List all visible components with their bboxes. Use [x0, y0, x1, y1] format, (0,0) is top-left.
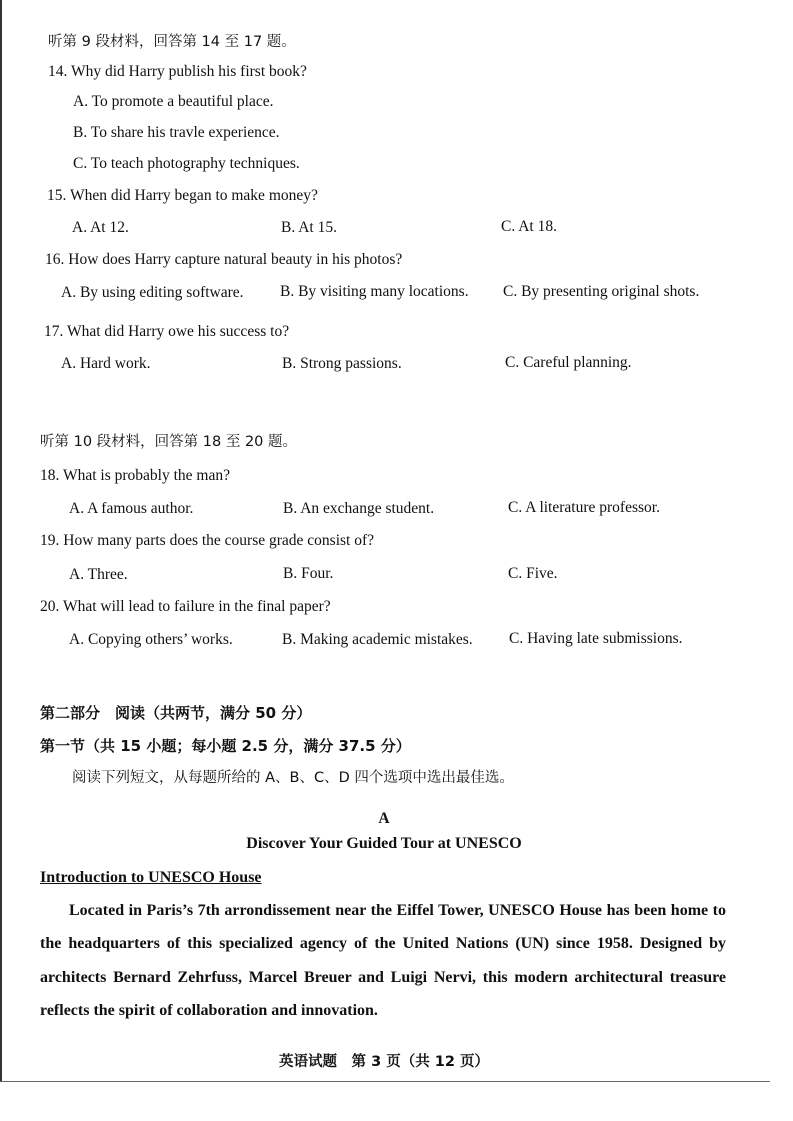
- question-15-option-a: A. At 12.: [72, 219, 129, 236]
- left-margin-rule: [0, 0, 2, 1082]
- question-16-option-b: B. By visiting many locations.: [280, 283, 469, 300]
- part-2-heading: 第二部分 阅读（共两节，满分 50 分）: [40, 704, 312, 722]
- question-15-stem: 15. When did Harry began to make money?: [47, 187, 318, 204]
- question-14-option-c: C. To teach photography techniques.: [73, 155, 300, 172]
- question-20-option-c: C. Having late submissions.: [509, 630, 683, 647]
- question-17-stem: 17. What did Harry owe his success to?: [44, 323, 290, 340]
- page-footer: 英语试题 第 3 页（共 12 页）: [279, 1054, 489, 1070]
- passage-title-wrapper: [0, 835, 768, 853]
- passage-title: Discover Your Guided Tour at UNESCO: [246, 835, 522, 852]
- section-10-intro: 听第 10 段材料，回答第 18 至 20 题。: [40, 434, 298, 450]
- question-14-option-b: B. To share his travle experience.: [73, 124, 280, 141]
- question-17-option-a: A. Hard work.: [61, 355, 151, 372]
- question-17-option-b: B. Strong passions.: [282, 355, 402, 372]
- question-16-option-a: A. By using editing software.: [61, 284, 244, 301]
- subheading-introduction: Introduction to UNESCO House: [40, 869, 262, 886]
- question-16-option-c: C. By presenting original shots.: [503, 283, 700, 300]
- section-9-intro: 听第 9 段材料，回答第 14 至 17 题。: [48, 34, 296, 50]
- question-19-stem: 19. How many parts does the course grade consist of?: [40, 532, 375, 549]
- question-20-option-b: B. Making academic mistakes.: [282, 631, 473, 648]
- passage-paragraph: Located in Paris’s 7th arrondissement near the Eiffel Tower, UNESCO House has been home to the headquarters of this specialized agency of the United Nations (UN) since 1958. Designed by architects Bernard Zehrfuss, Marcel Breuer and Luigi Nervi, this modern architectural treasure reflects the spirit of collaboration and innovation.: [40, 902, 726, 1019]
- section-1-heading: 第一节（共 15 小题；每小题 2.5 分，满分 37.5 分）: [40, 737, 411, 755]
- question-18-option-b: B. An exchange student.: [283, 500, 435, 517]
- question-19-option-a: A. Three.: [69, 566, 128, 583]
- question-15-option-c: C. At 18.: [501, 218, 557, 235]
- question-14-stem: 14. Why did Harry publish his first book?: [48, 63, 307, 80]
- question-20-stem: 20. What will lead to failure in the final paper?: [40, 598, 331, 615]
- question-16-stem: 16. How does Harry capture natural beauty in his photos?: [45, 251, 403, 268]
- question-18-option-c: C. A literature professor.: [508, 499, 660, 516]
- question-15-option-b: B. At 15.: [281, 219, 337, 236]
- question-17-option-c: C. Careful planning.: [505, 354, 632, 371]
- question-20-option-a: A. Copying others’ works.: [69, 631, 233, 648]
- question-14-option-a: A. To promote a beautiful place.: [73, 93, 274, 110]
- footer-rule: [0, 1081, 770, 1082]
- question-19-option-c: C. Five.: [508, 565, 558, 582]
- question-19-option-b: B. Four.: [283, 565, 334, 582]
- question-18-option-a: A. A famous author.: [69, 500, 194, 517]
- question-18-stem: 18. What is probably the man?: [40, 467, 230, 484]
- passage-letter: A: [378, 810, 390, 827]
- reading-instruction: 阅读下列短文，从每题所给的 A、B、C、D 四个选项中选出最佳选。: [72, 770, 514, 786]
